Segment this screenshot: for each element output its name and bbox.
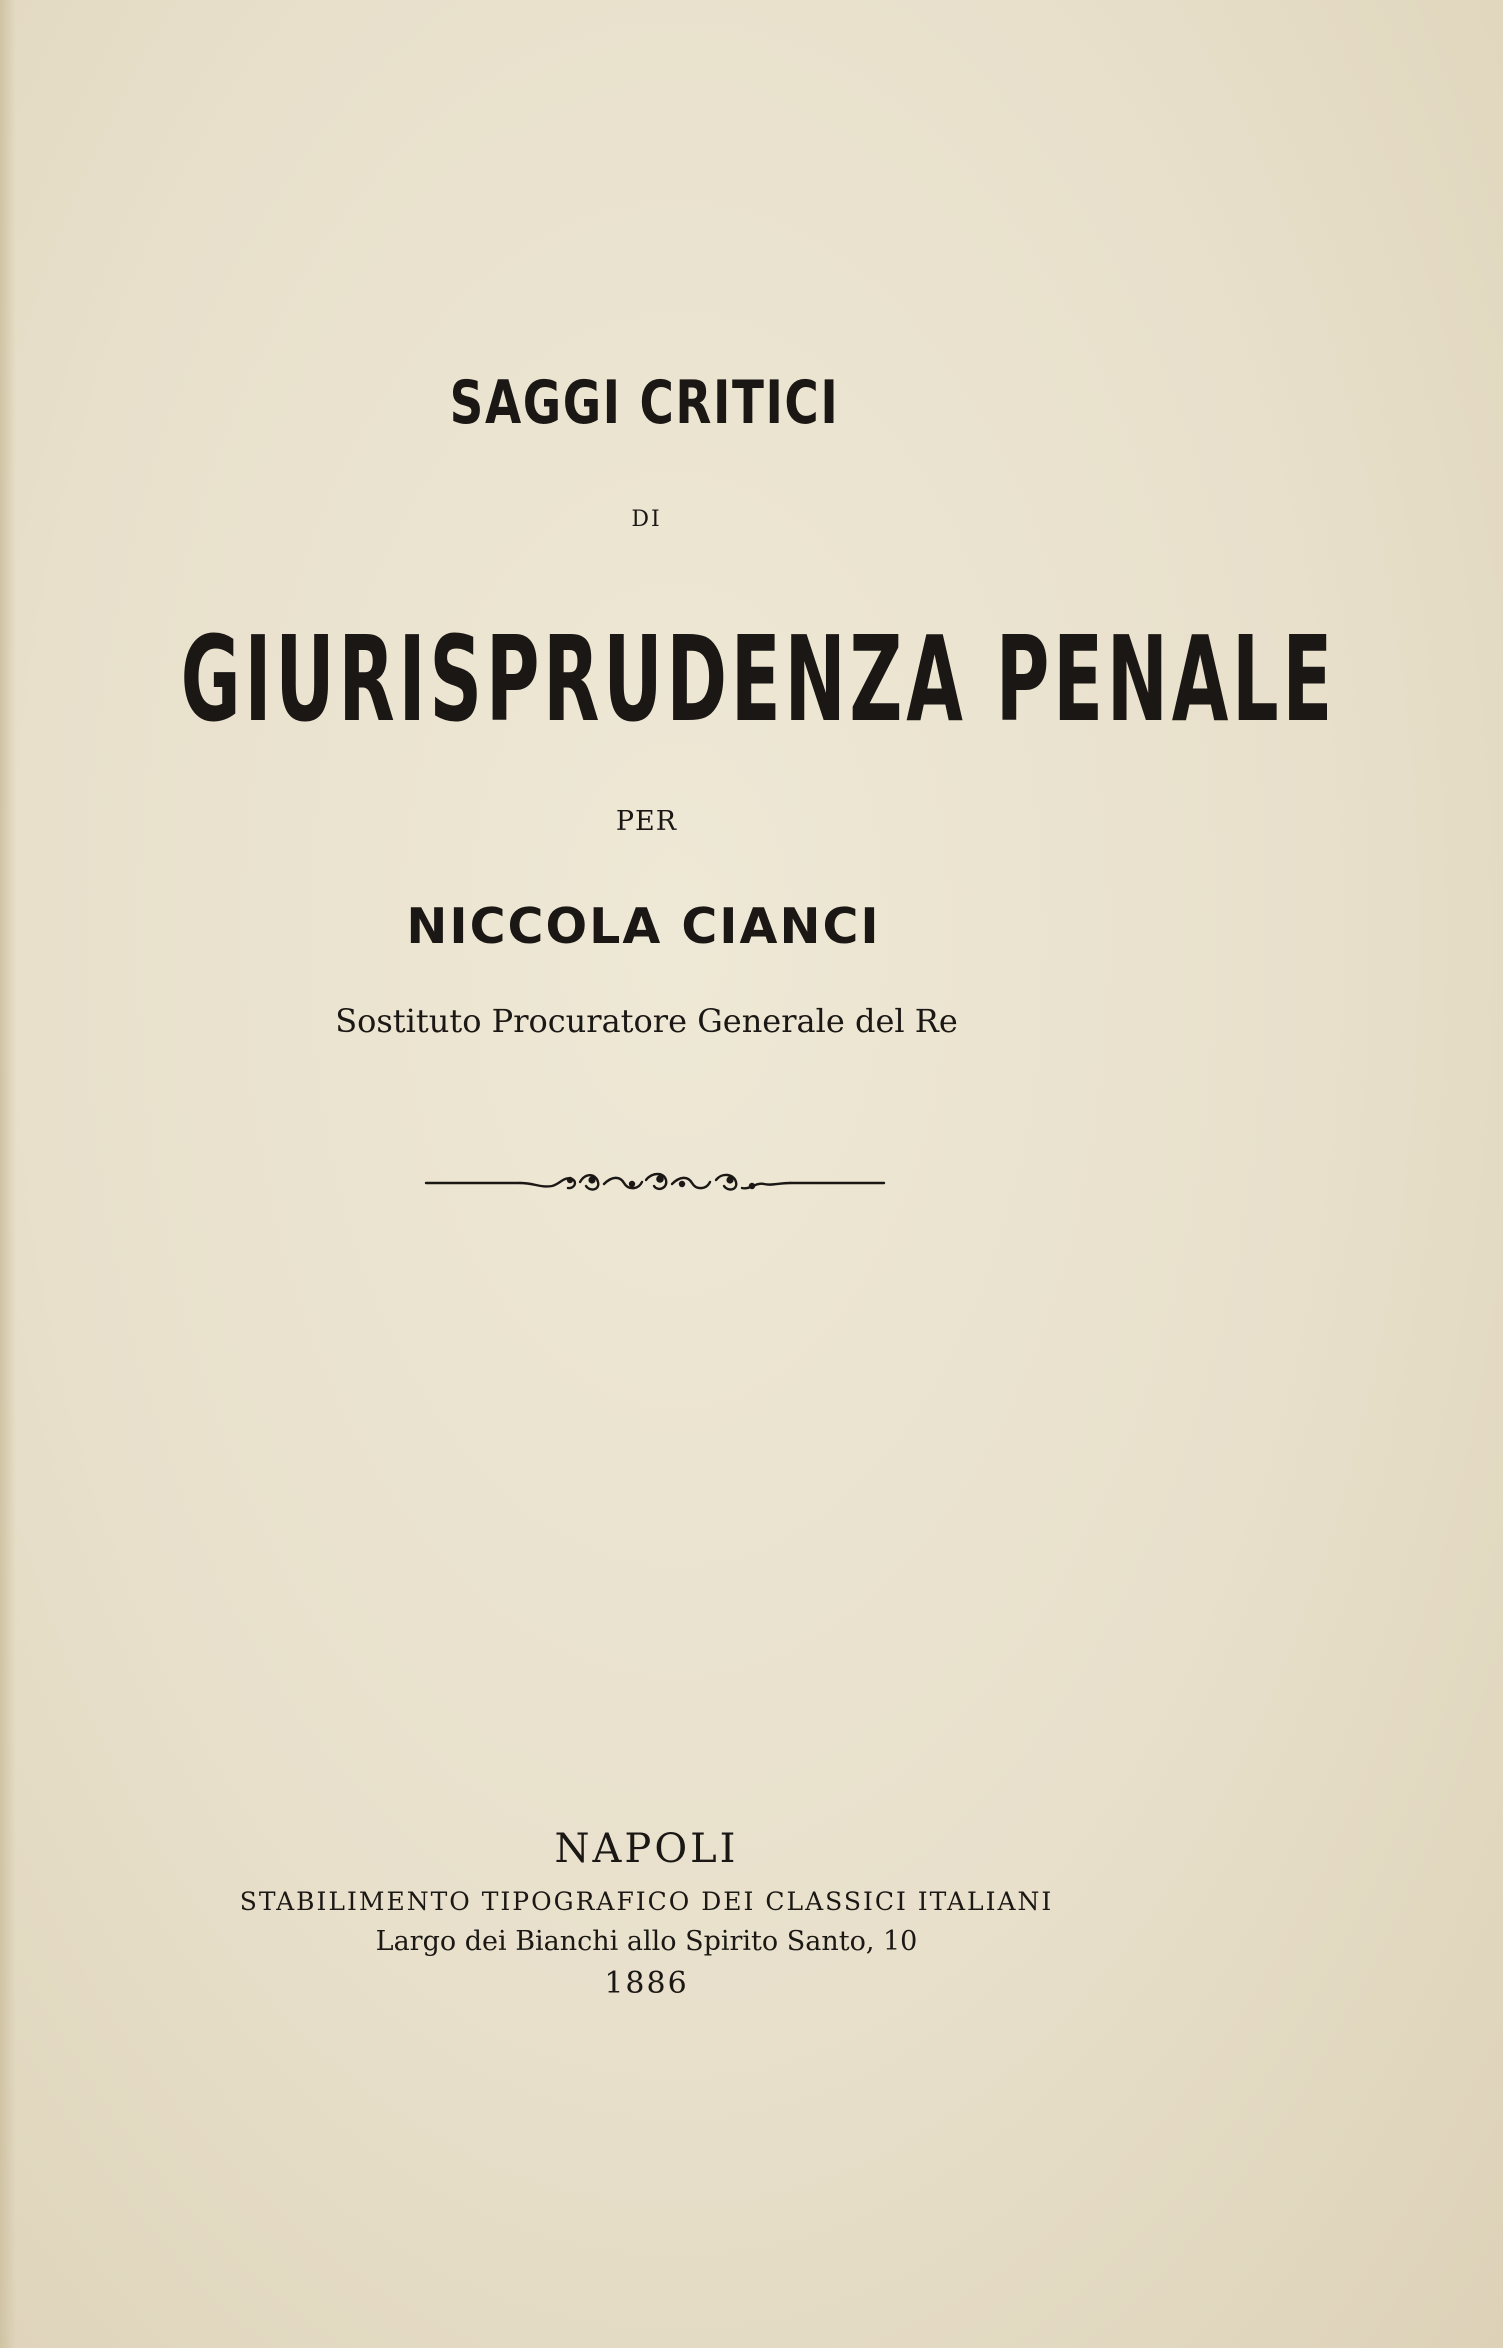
author-preposition: PER <box>615 806 678 837</box>
imprint-address: Largo dei Bianchi allo Spirito Santo, 10 <box>375 1926 918 1957</box>
imprint-year: 1886 <box>604 1966 689 2001</box>
imprint-city: NAPOLI <box>554 1826 739 1872</box>
author-role: Sostituto Procuratore Generale del Re <box>335 1002 958 1040</box>
title-connector: DI <box>631 507 662 532</box>
author-name: NICCOLA CIANCI <box>406 898 881 955</box>
title-line-1: SAGGI CRITICI <box>449 368 840 438</box>
ornamental-rule-icon <box>420 1162 890 1204</box>
title-line-2: GIURISPRUDENZA PENALE <box>180 610 1337 748</box>
imprint-publisher: STABILIMENTO TIPOGRAFICO DEI CLASSICI ITALIANI <box>239 1887 1054 1916</box>
